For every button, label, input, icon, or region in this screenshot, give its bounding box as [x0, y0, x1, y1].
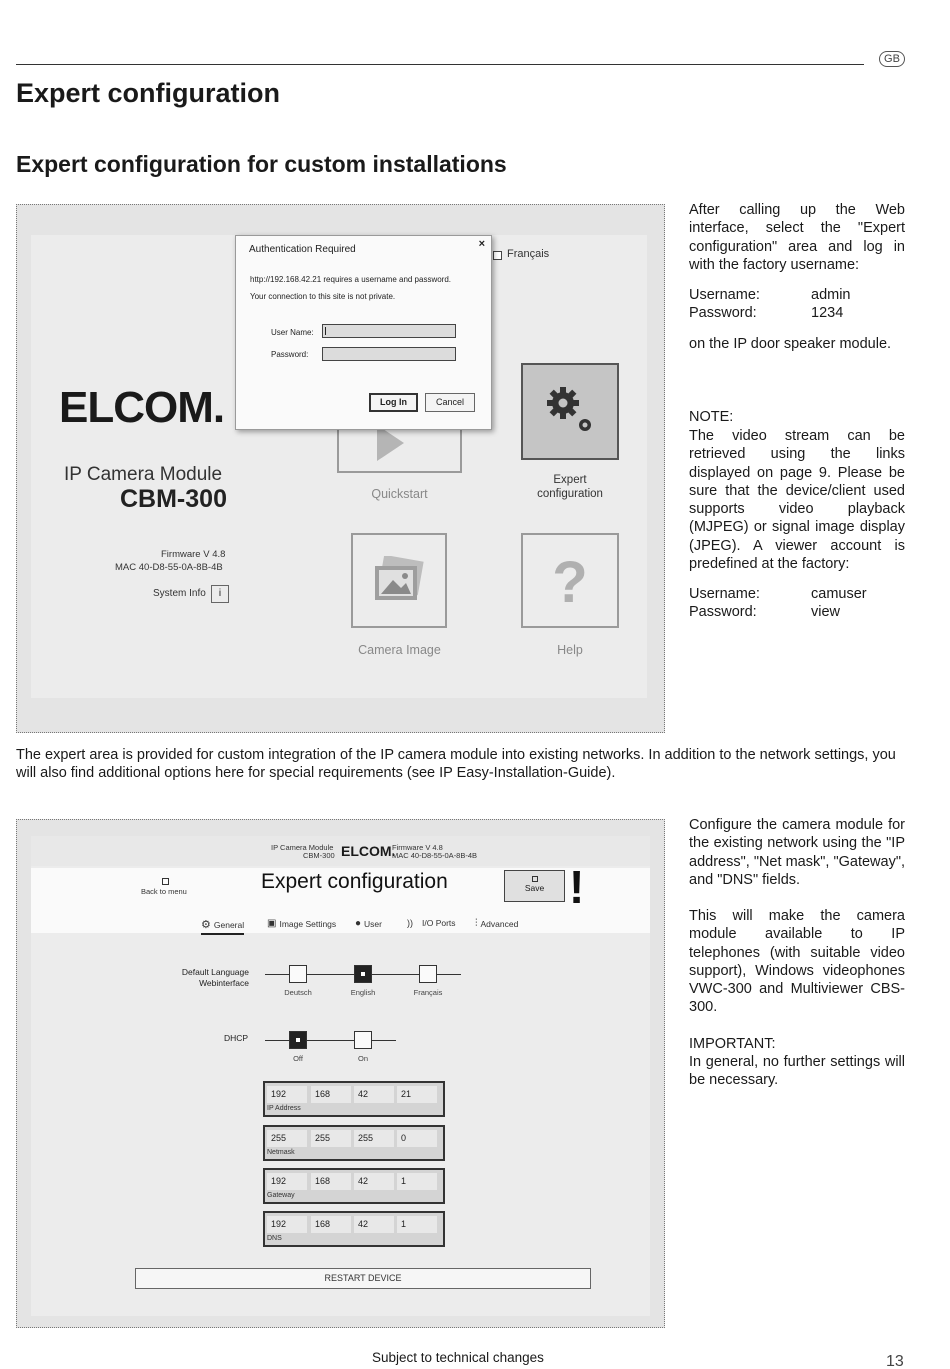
- tab-label: I/O Ports: [422, 918, 456, 928]
- section-title: Expert configuration for custom installations: [16, 151, 507, 177]
- credential-key: Password:: [689, 305, 757, 322]
- ip-address-field[interactable]: [263, 1081, 445, 1117]
- important-title: IMPORTANT:: [689, 1036, 776, 1052]
- credential-key: Username:: [689, 586, 760, 602]
- login-screenshot: [16, 204, 665, 733]
- save-label: Save: [524, 883, 545, 893]
- language-badge: GB: [879, 51, 905, 67]
- expert-configuration-tile[interactable]: [521, 363, 619, 460]
- factory-credentials: [689, 286, 905, 323]
- expert-screen: [31, 836, 650, 1316]
- top-bar: [31, 836, 650, 866]
- active-tab-underline: [201, 933, 244, 935]
- credential-value: camuser: [811, 586, 867, 602]
- dhcp-label: DHCP: [224, 1033, 249, 1043]
- password-input[interactable]: [322, 347, 456, 361]
- expert-configuration-screenshot: [16, 819, 665, 1328]
- sliders-icon: ⫶: [475, 918, 478, 929]
- page-title: Expert configuration: [16, 78, 281, 108]
- dhcp-on-option[interactable]: [354, 1031, 372, 1049]
- octet-input[interactable]: 192: [267, 1173, 307, 1190]
- label-line: Default Language: [181, 967, 249, 977]
- quickstart-label: Quickstart: [371, 487, 428, 501]
- tab-advanced[interactable]: [475, 918, 518, 929]
- field-label: Netmask: [267, 1149, 295, 1156]
- configure-text: Configure the camera module for the existing network using the "IP address", "Net mask", "Gateway", and "DNS" fields.: [689, 817, 905, 888]
- tab-general[interactable]: [201, 918, 244, 931]
- username-input[interactable]: [322, 324, 456, 338]
- credential-key: Password:: [689, 604, 757, 621]
- octet-input[interactable]: 0: [397, 1130, 437, 1147]
- camera-image-label: Camera Image: [358, 643, 441, 657]
- top-mac: MAC 40-D8-55-0A-8B-4B: [392, 851, 478, 860]
- language-checkbox[interactable]: [493, 251, 502, 260]
- credential-value: view: [811, 604, 841, 621]
- text-cursor: [325, 327, 326, 335]
- gateway-field[interactable]: [263, 1168, 445, 1204]
- octet-input[interactable]: 21: [397, 1086, 437, 1103]
- help-tile[interactable]: [521, 533, 619, 628]
- octet-input[interactable]: 1: [397, 1216, 437, 1233]
- availability-text: This will make the camera module available to IP telephones (with suitable video support), Windows videophones VWC-300 and Multiviewer CBS-300.: [689, 908, 905, 1016]
- signal-icon: )): [407, 918, 413, 928]
- camera-image-tile[interactable]: [351, 533, 447, 628]
- field-label: IP Address: [267, 1105, 301, 1112]
- expert-configuration-label: [521, 473, 619, 501]
- octet-input[interactable]: 42: [354, 1216, 394, 1233]
- help-label: Help: [557, 643, 583, 657]
- elcom-logo: ELCOM.: [59, 383, 225, 432]
- dns-field[interactable]: [263, 1211, 445, 1247]
- tab-user[interactable]: [355, 918, 382, 929]
- back-to-menu-link[interactable]: Back to menu: [141, 887, 187, 896]
- save-button[interactable]: [504, 870, 565, 902]
- save-icon: [532, 876, 538, 882]
- photos-icon: ▣: [267, 918, 277, 929]
- language-label: [161, 967, 249, 989]
- important-text: In general, no further settings will be necessary.: [689, 1054, 905, 1089]
- header-rule: [16, 64, 864, 65]
- octet-input[interactable]: 192: [267, 1086, 307, 1103]
- label-line: Webinterface: [199, 978, 249, 988]
- credential-key: Username:: [689, 287, 760, 303]
- expert-label-line: Expert: [553, 474, 587, 486]
- field-label: Gateway: [267, 1192, 295, 1199]
- credential-value: admin: [811, 287, 851, 303]
- middle-paragraph: The expert area is provided for custom integration of the IP camera module into existing networks. In addition to the network settings, you will also find additional options here for special requirements (see IP Easy-Installation-Guide).: [16, 747, 896, 782]
- octet-input[interactable]: 255: [311, 1130, 351, 1147]
- info-button[interactable]: i: [211, 585, 229, 603]
- octet-input[interactable]: 42: [354, 1086, 394, 1103]
- octet-input[interactable]: 168: [311, 1086, 351, 1103]
- username-label: User Name:: [271, 328, 314, 337]
- gear-icon: [541, 381, 601, 441]
- user-icon: ●: [355, 918, 362, 929]
- intro-text: After calling up the Web interface, select the "Expert configuration" area and log in with the factory username:: [689, 202, 905, 273]
- dhcp-off-option[interactable]: [289, 1031, 307, 1049]
- password-label: Password:: [271, 350, 309, 359]
- login-button[interactable]: Log In: [369, 393, 418, 412]
- cancel-button[interactable]: Cancel: [425, 393, 475, 412]
- dialog-message: Your connection to this site is not private.: [250, 292, 396, 301]
- octet-input[interactable]: 192: [267, 1216, 307, 1233]
- title-band: [31, 861, 650, 933]
- note-title: NOTE:: [689, 409, 734, 425]
- tab-label: Advanced: [480, 918, 519, 929]
- top-firmware: Firmware V 4.8: [392, 843, 443, 852]
- octet-input[interactable]: 1: [397, 1173, 437, 1190]
- octet-input[interactable]: 255: [267, 1130, 307, 1147]
- tab-label: User: [364, 918, 382, 929]
- close-icon[interactable]: ×: [478, 238, 485, 250]
- octet-input[interactable]: 255: [354, 1130, 394, 1147]
- tab-label: General: [213, 919, 245, 930]
- mac-address: MAC 40-D8-55-0A-8B-4B: [115, 562, 223, 573]
- intro-after: on the IP door speaker module.: [689, 336, 892, 352]
- photos-icon: [371, 556, 427, 606]
- dialog-title: Authentication Required: [249, 244, 356, 255]
- octet-input[interactable]: 168: [311, 1216, 351, 1233]
- expert-title: Expert configuration: [261, 870, 448, 893]
- language-option: Français: [507, 248, 550, 260]
- expert-label-line: configuration: [537, 488, 603, 500]
- restart-device-button[interactable]: RESTART DEVICE: [135, 1268, 591, 1289]
- firmware-version: Firmware V 4.8: [161, 549, 226, 560]
- gear-icon: ⚙: [201, 919, 211, 931]
- netmask-field[interactable]: [263, 1125, 445, 1161]
- elcom-logo: ELCOM.: [341, 843, 396, 859]
- tab-label: Image Settings: [279, 918, 337, 929]
- credential-value: 1234: [811, 305, 844, 322]
- back-icon[interactable]: [162, 878, 169, 885]
- footer-note: Subject to technical changes: [372, 1350, 544, 1365]
- product-line: IP Camera Module: [64, 464, 223, 485]
- model-name: CBM-300: [120, 485, 227, 513]
- viewer-credentials: [689, 585, 905, 622]
- note-text: The video stream can be retrieved using the links displayed on page 9. Please be sure that the device/client used supports video playback (MJPEG) or signal image display (JPEG). A viewer account is predefined at the factory:: [689, 428, 905, 573]
- option-line: [265, 1040, 396, 1041]
- option-deutsch[interactable]: [289, 965, 307, 983]
- option-english[interactable]: [354, 965, 372, 983]
- authentication-dialog: [235, 235, 492, 430]
- page-number: 13: [886, 1353, 904, 1369]
- option-label: On: [357, 1054, 368, 1063]
- option-francais[interactable]: [419, 965, 437, 983]
- option-label: Deutsch: [284, 988, 312, 997]
- tab-io-ports[interactable]: [407, 918, 456, 928]
- system-info-label[interactable]: System Info: [153, 588, 206, 599]
- octet-input[interactable]: 42: [354, 1173, 394, 1190]
- alert-icon: !: [569, 861, 585, 913]
- option-label: Français: [413, 988, 443, 997]
- top-product-line: IP Camera Module: [271, 843, 334, 852]
- field-label: DNS: [267, 1235, 282, 1242]
- dialog-message: http://192.168.42.21 requires a username and password.: [250, 275, 452, 284]
- tab-image-settings[interactable]: [267, 918, 336, 929]
- top-model: CBM-300: [303, 851, 335, 860]
- option-label: English: [350, 988, 376, 997]
- octet-input[interactable]: 168: [311, 1173, 351, 1190]
- option-label: Off: [293, 1054, 303, 1063]
- question-icon: ?: [552, 550, 588, 615]
